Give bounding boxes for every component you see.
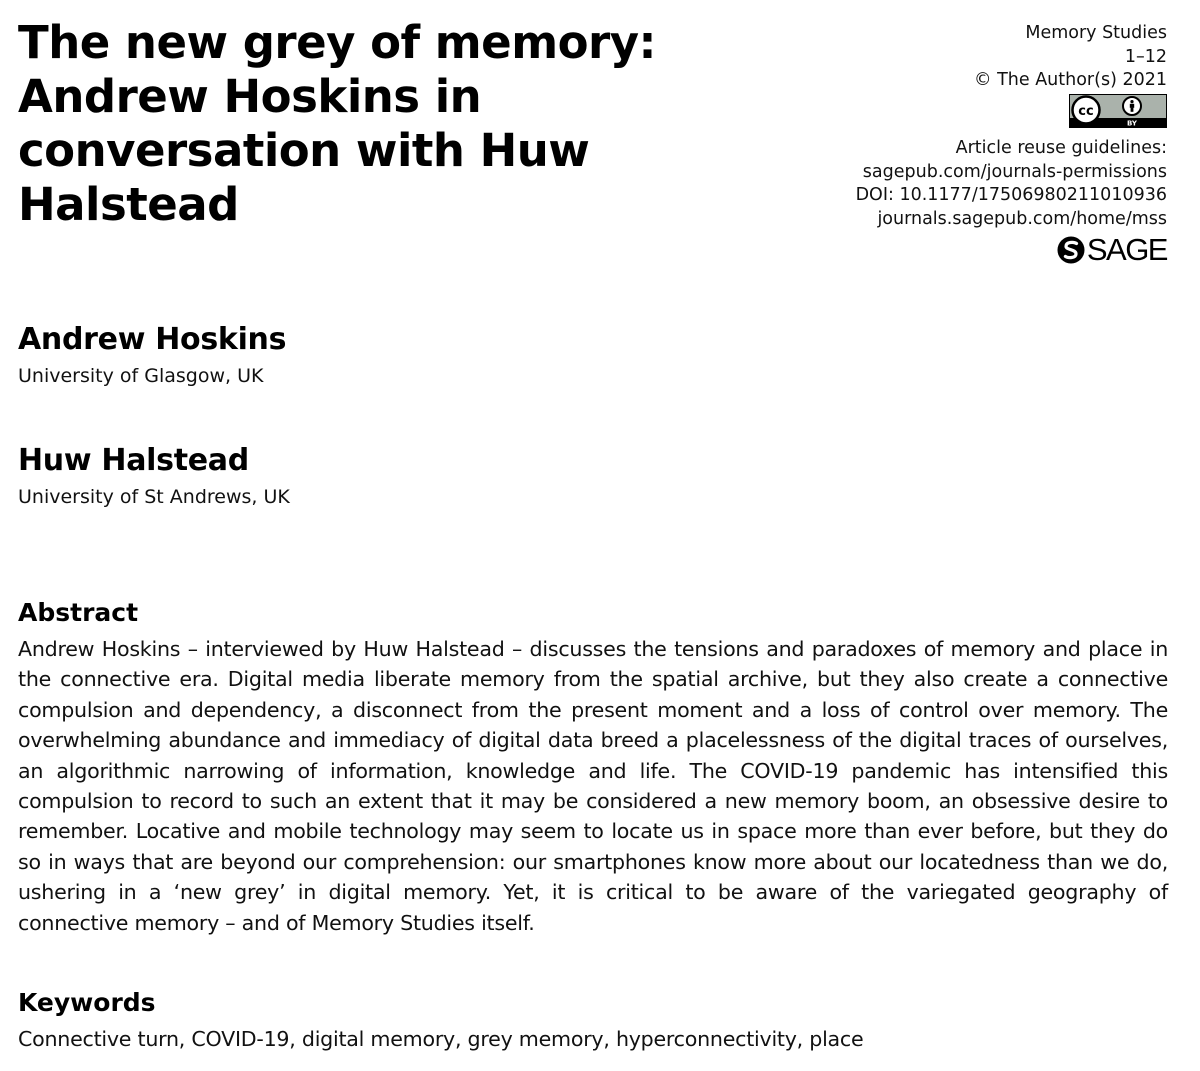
svg-text:cc: cc (1078, 103, 1094, 119)
author-name-1: Andrew Hoskins (18, 322, 287, 357)
page-range: 1–12 (1124, 46, 1167, 67)
doi[interactable]: DOI: 10.1177/17506980211010936 (855, 185, 1167, 205)
author-name-2: Huw Halstead (18, 443, 249, 478)
author-affiliation-1: University of Glasgow, UK (18, 365, 264, 387)
sage-logo (1056, 234, 1167, 266)
journal-info-block (747, 22, 1167, 273)
abstract-body: Andrew Hoskins – interviewed by Huw Halstead – discusses the tensions and paradoxes of memory and place in the connective era. Digital media liberate memory from the spatial archive, but they also create a connective compulsion and dependency, a disconnect from the present moment and a loss of control over memory. The overwhelming abundance and immediacy of digital data breed a placelessness of the digital traces of ourselves, an algorithmic narrowing of information, knowledge and life. The COVID-19 pandemic has intensified this compulsion to record to such an extent that it may be considered a new memory boom, an obsessive desire to remember. Locative and mobile technology may seem to locate us in space more than ever before, but they do so in ways that are beyond our comprehension: our smartphones know more about our locatedness than we do, ushering in a ‘new grey’ in digital memory. Yet, it is critical to be aware of the variegated geography of connective memory – and of Memory Studies itself. (18, 637, 1168, 935)
article-title: The new grey of memory: Andrew Hoskins in conversation with Huw Halstead (18, 16, 657, 231)
author-affiliation-2: University of St Andrews, UK (18, 486, 290, 508)
sage-wordmark: SAGE (1086, 232, 1167, 267)
license-label: BY (1126, 119, 1138, 127)
reuse-guidelines-label: Article reuse guidelines: (955, 138, 1167, 158)
sage-s-icon (1056, 235, 1086, 265)
keywords-heading: Keywords (18, 988, 156, 1017)
copyright-notice: © The Author(s) 2021 (974, 70, 1167, 90)
keywords-list: Connective turn, COVID-19, digital memory, grey memory, hyperconnectivity, place (18, 1027, 864, 1051)
cc-by-license-icon (1069, 94, 1167, 136)
reuse-guidelines-link[interactable]: sagepub.com/journals-permissions (862, 161, 1167, 182)
journal-homepage-link[interactable]: journals.sagepub.com/home/mss (877, 208, 1167, 229)
journal-name: Memory Studies (1025, 23, 1167, 43)
abstract-heading: Abstract (18, 598, 139, 627)
